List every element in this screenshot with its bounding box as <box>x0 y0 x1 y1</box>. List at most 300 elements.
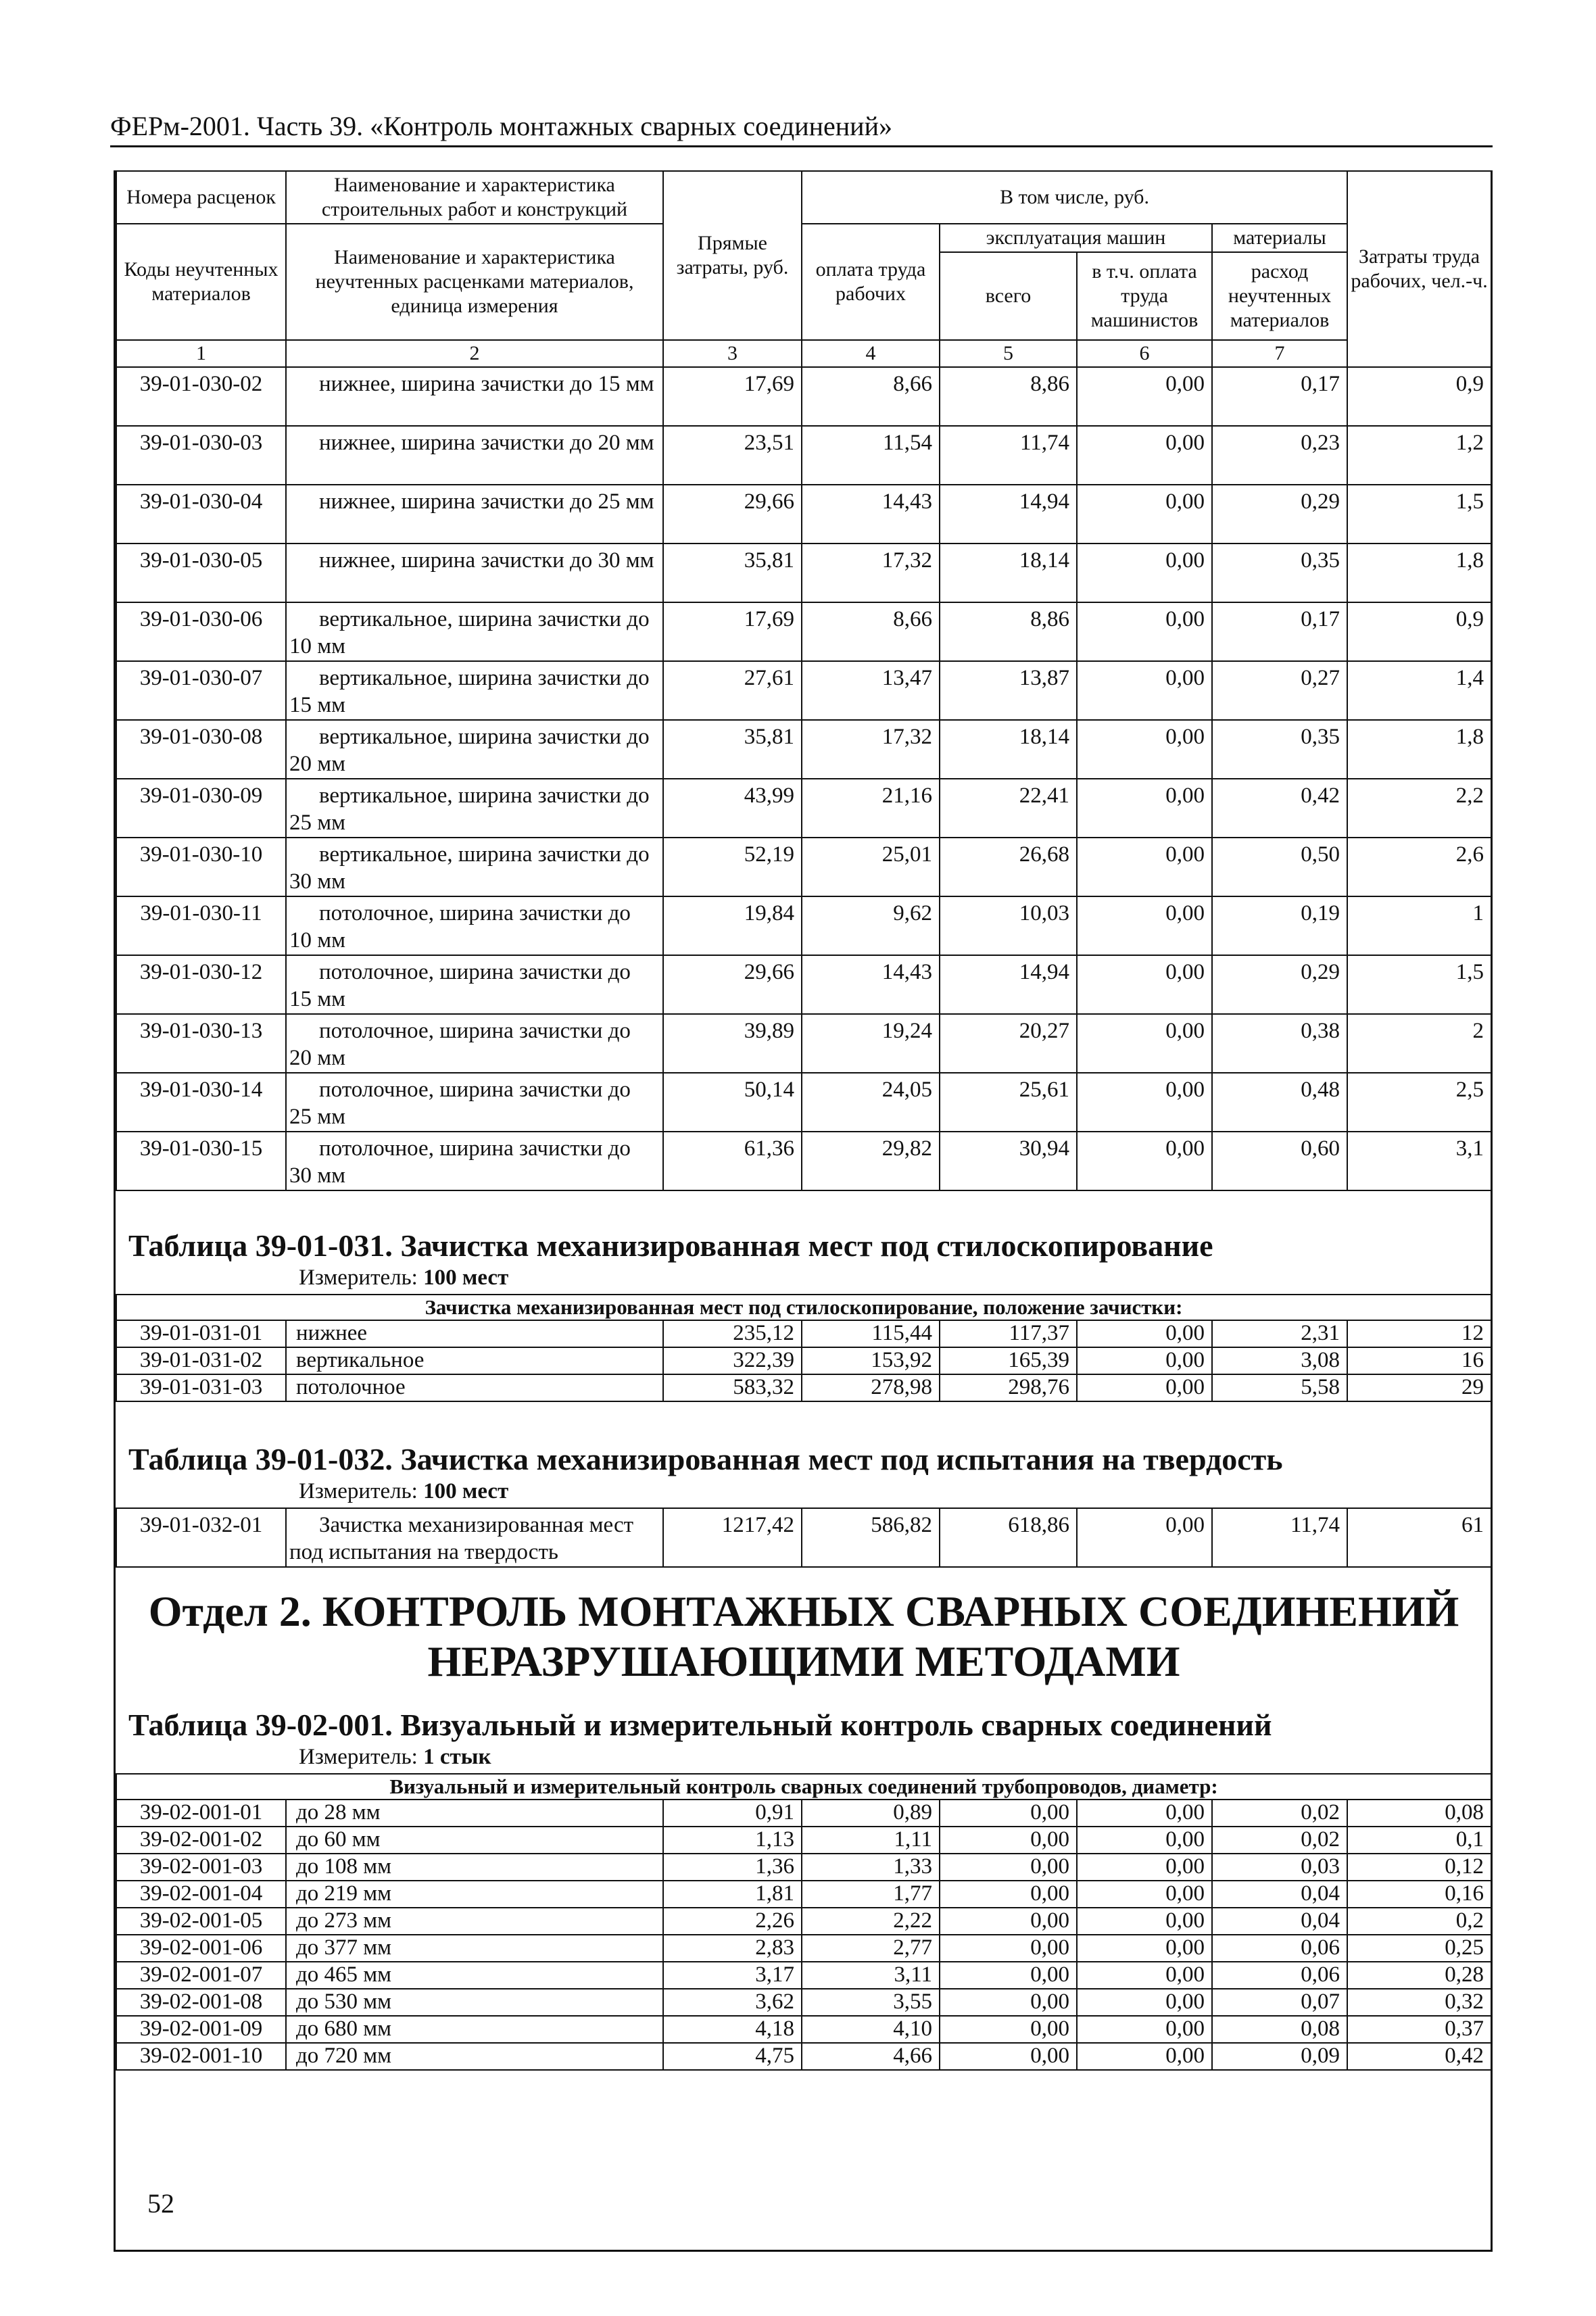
header-material-usage: расход неучтенных материалов <box>1212 252 1347 340</box>
material-usage: 0,42 <box>1212 779 1347 838</box>
direct-costs: 29,66 <box>663 955 802 1014</box>
table-row <box>116 1132 1491 1190</box>
machinist-wages: 0,00 <box>1077 661 1212 720</box>
labor-costs: 0,16 <box>1347 1881 1491 1908</box>
table-row <box>116 838 1491 896</box>
table-row <box>116 1800 1491 1827</box>
rate-code: 39-01-030-11 <box>116 896 286 955</box>
material-usage: 0,23 <box>1212 426 1347 485</box>
labor-costs: 2,6 <box>1347 838 1491 896</box>
table-row <box>116 1881 1491 1908</box>
worker-wages: 17,32 <box>802 720 940 779</box>
work-name: нижнее, ширина зачистки до 20 мм <box>286 426 663 485</box>
machine-total: 22,41 <box>940 779 1077 838</box>
rate-code: 39-01-030-03 <box>116 426 286 485</box>
table-row <box>116 1908 1491 1935</box>
table-row <box>116 1854 1491 1881</box>
work-name: потолочное, ширина зачистки до 30 мм <box>286 1132 663 1190</box>
worker-wages: 8,66 <box>802 367 940 426</box>
table-row <box>116 1508 1491 1567</box>
worker-wages: 9,62 <box>802 896 940 955</box>
table-row <box>116 1320 1491 1347</box>
material-usage: 0,02 <box>1212 1800 1347 1827</box>
work-name: вертикальное, ширина зачистки до 25 мм <box>286 779 663 838</box>
worker-wages: 11,54 <box>802 426 940 485</box>
table-201-subhead: Визуальный и измерительный контроль сварных соединений трубопроводов, диаметр: <box>116 1774 1491 1800</box>
machine-total: 20,27 <box>940 1014 1077 1073</box>
rate-code: 39-02-001-05 <box>116 1908 286 1935</box>
material-usage: 0,60 <box>1212 1132 1347 1190</box>
rates-table <box>116 170 1492 2071</box>
department-section <box>116 1567 1491 1800</box>
worker-wages: 3,55 <box>802 1989 940 2016</box>
header-code-top: Номера расценок <box>116 171 286 224</box>
work-name: до 720 мм <box>286 2043 663 2070</box>
material-usage: 0,48 <box>1212 1073 1347 1132</box>
work-name: нижнее <box>286 1320 663 1347</box>
table-030-body <box>116 367 1491 1190</box>
measure-label: Измеритель: <box>299 1745 418 1769</box>
work-name: до 273 мм <box>286 1908 663 1935</box>
table-row <box>116 1827 1491 1854</box>
rate-code: 39-02-001-09 <box>116 2016 286 2043</box>
direct-costs: 2,83 <box>663 1935 802 1962</box>
material-usage: 0,06 <box>1212 1962 1347 1989</box>
machine-total: 0,00 <box>940 2043 1077 2070</box>
machine-total: 298,76 <box>940 1374 1077 1401</box>
material-usage: 0,03 <box>1212 1854 1347 1881</box>
measure-value: 100 мест <box>423 1265 509 1290</box>
machine-total: 30,94 <box>940 1132 1077 1190</box>
measure-value: 1 стык <box>423 1745 491 1769</box>
machinist-wages: 0,00 <box>1077 1320 1212 1347</box>
work-name: потолочное, ширина зачистки до 25 мм <box>286 1073 663 1132</box>
machine-total: 0,00 <box>940 1962 1077 1989</box>
machinist-wages: 0,00 <box>1077 1854 1212 1881</box>
worker-wages: 25,01 <box>802 838 940 896</box>
machine-total: 14,94 <box>940 485 1077 544</box>
table-032-body <box>116 1508 1491 1567</box>
table-row <box>116 426 1491 485</box>
worker-wages: 115,44 <box>802 1320 940 1347</box>
table-row <box>116 367 1491 426</box>
table-row <box>116 779 1491 838</box>
labor-costs: 12 <box>1347 1320 1491 1347</box>
direct-costs: 235,12 <box>663 1320 802 1347</box>
work-name: до 108 мм <box>286 1854 663 1881</box>
machinist-wages: 0,00 <box>1077 2043 1212 2070</box>
header-including: В том числе, руб. <box>802 171 1347 224</box>
column-numbers <box>116 340 1491 367</box>
labor-costs: 1,8 <box>1347 544 1491 602</box>
worker-wages: 3,11 <box>802 1962 940 1989</box>
work-name: потолочное <box>286 1374 663 1401</box>
direct-costs: 1,36 <box>663 1854 802 1881</box>
header-machine-total: всего <box>940 252 1077 340</box>
worker-wages: 4,10 <box>802 2016 940 2043</box>
machine-total: 8,86 <box>940 602 1077 661</box>
work-name: до 377 мм <box>286 1935 663 1962</box>
material-usage: 0,08 <box>1212 2016 1347 2043</box>
labor-costs: 1,4 <box>1347 661 1491 720</box>
direct-costs: 39,89 <box>663 1014 802 1073</box>
material-usage: 0,07 <box>1212 1989 1347 2016</box>
direct-costs: 17,69 <box>663 367 802 426</box>
machinist-wages: 0,00 <box>1077 779 1212 838</box>
table-row <box>116 485 1491 544</box>
machine-total: 618,86 <box>940 1508 1077 1567</box>
direct-costs: 583,32 <box>663 1374 802 1401</box>
department-heading <box>116 1567 1491 1707</box>
material-usage: 0,27 <box>1212 661 1347 720</box>
material-usage: 0,35 <box>1212 544 1347 602</box>
labor-costs: 0,2 <box>1347 1908 1491 1935</box>
header-machinist-wages: в т.ч. оплата труда машинистов <box>1077 252 1212 340</box>
machinist-wages: 0,00 <box>1077 1374 1212 1401</box>
rate-code: 39-02-001-08 <box>116 1989 286 2016</box>
work-name: потолочное, ширина зачистки до 15 мм <box>286 955 663 1014</box>
material-usage: 0,29 <box>1212 955 1347 1014</box>
labor-costs: 0,1 <box>1347 1827 1491 1854</box>
labor-costs: 0,25 <box>1347 1935 1491 1962</box>
material-usage: 0,17 <box>1212 367 1347 426</box>
page-number: 52 <box>147 2188 174 2219</box>
work-name: вертикальное, ширина зачистки до 20 мм <box>286 720 663 779</box>
column-number: 1 <box>116 340 286 367</box>
machinist-wages: 0,00 <box>1077 1827 1212 1854</box>
labor-costs: 0,32 <box>1347 1989 1491 2016</box>
material-usage: 0,50 <box>1212 838 1347 896</box>
table-031-subhead: Зачистка механизированная мест под стилоскопирование, положение зачистки: <box>116 1295 1491 1320</box>
worker-wages: 1,33 <box>802 1854 940 1881</box>
table-row <box>116 2043 1491 2070</box>
work-name: Зачистка механизированная мест под испытания на твердость <box>286 1508 663 1567</box>
labor-costs: 0,42 <box>1347 2043 1491 2070</box>
work-name: нижнее, ширина зачистки до 15 мм <box>286 367 663 426</box>
page-header: ФЕРм-2001. Часть 39. «Контроль монтажных сварных соединений» <box>110 112 1493 147</box>
machine-total: 26,68 <box>940 838 1077 896</box>
work-name: вертикальное <box>286 1347 663 1374</box>
column-number: 2 <box>286 340 663 367</box>
table-031-measure <box>116 1264 1491 1295</box>
labor-costs: 1,2 <box>1347 426 1491 485</box>
direct-costs: 50,14 <box>663 1073 802 1132</box>
rate-code: 39-01-030-15 <box>116 1132 286 1190</box>
work-name: до 680 мм <box>286 2016 663 2043</box>
machinist-wages: 0,00 <box>1077 720 1212 779</box>
rate-code: 39-02-001-03 <box>116 1854 286 1881</box>
header-direct-costs: Прямые затраты, руб. <box>663 171 802 340</box>
direct-costs: 29,66 <box>663 485 802 544</box>
material-usage: 3,08 <box>1212 1347 1347 1374</box>
material-usage: 0,06 <box>1212 1935 1347 1962</box>
labor-costs: 3,1 <box>1347 1132 1491 1190</box>
machinist-wages: 0,00 <box>1077 367 1212 426</box>
rate-code: 39-01-030-13 <box>116 1014 286 1073</box>
work-name: потолочное, ширина зачистки до 10 мм <box>286 896 663 955</box>
table-row <box>116 1962 1491 1989</box>
document-frame <box>114 170 1493 2252</box>
table-row <box>116 2016 1491 2043</box>
labor-costs: 0,28 <box>1347 1962 1491 1989</box>
direct-costs: 61,36 <box>663 1132 802 1190</box>
labor-costs: 1,5 <box>1347 955 1491 1014</box>
direct-costs: 35,81 <box>663 544 802 602</box>
table-032-section <box>116 1401 1491 1508</box>
machinist-wages: 0,00 <box>1077 955 1212 1014</box>
column-number: 7 <box>1212 340 1347 367</box>
machine-total: 18,14 <box>940 544 1077 602</box>
rate-code: 39-01-030-09 <box>116 779 286 838</box>
direct-costs: 4,18 <box>663 2016 802 2043</box>
machine-total: 0,00 <box>940 1854 1077 1881</box>
rate-code: 39-02-001-10 <box>116 2043 286 2070</box>
direct-costs: 17,69 <box>663 602 802 661</box>
work-name: до 60 мм <box>286 1827 663 1854</box>
labor-costs: 2,2 <box>1347 779 1491 838</box>
rate-code: 39-01-030-02 <box>116 367 286 426</box>
machine-total: 14,94 <box>940 955 1077 1014</box>
column-number: 4 <box>802 340 940 367</box>
material-usage: 11,74 <box>1212 1508 1347 1567</box>
table-row <box>116 896 1491 955</box>
labor-costs: 1,8 <box>1347 720 1491 779</box>
table-031-title: Таблица 39-01-031. Зачистка механизированная мест под стилоскопирование <box>128 1228 1213 1263</box>
worker-wages: 8,66 <box>802 602 940 661</box>
rate-code: 39-01-030-07 <box>116 661 286 720</box>
column-number: 5 <box>940 340 1077 367</box>
labor-costs: 0,08 <box>1347 1800 1491 1827</box>
measure-value: 100 мест <box>423 1479 509 1503</box>
table-row <box>116 1935 1491 1962</box>
labor-costs: 1 <box>1347 896 1491 955</box>
material-usage: 0,19 <box>1212 896 1347 955</box>
work-name: до 219 мм <box>286 1881 663 1908</box>
worker-wages: 14,43 <box>802 485 940 544</box>
machine-total: 0,00 <box>940 1881 1077 1908</box>
worker-wages: 4,66 <box>802 2043 940 2070</box>
department-line-2: НЕРАЗРУШАЮЩИМИ МЕТОДАМИ <box>427 1637 1180 1685</box>
table-031-body <box>116 1320 1491 1401</box>
labor-costs: 0,9 <box>1347 602 1491 661</box>
worker-wages: 586,82 <box>802 1508 940 1567</box>
direct-costs: 3,17 <box>663 1962 802 1989</box>
table-row <box>116 544 1491 602</box>
material-usage: 0,04 <box>1212 1881 1347 1908</box>
direct-costs: 4,75 <box>663 2043 802 2070</box>
machinist-wages: 0,00 <box>1077 1881 1212 1908</box>
rate-code: 39-01-030-04 <box>116 485 286 544</box>
direct-costs: 0,91 <box>663 1800 802 1827</box>
machine-total: 11,74 <box>940 426 1077 485</box>
table-row <box>116 955 1491 1014</box>
worker-wages: 2,77 <box>802 1935 940 1962</box>
labor-costs: 1,5 <box>1347 485 1491 544</box>
worker-wages: 153,92 <box>802 1347 940 1374</box>
direct-costs: 23,51 <box>663 426 802 485</box>
machine-total: 13,87 <box>940 661 1077 720</box>
machinist-wages: 0,00 <box>1077 1132 1212 1190</box>
machine-total: 25,61 <box>940 1073 1077 1132</box>
table-032-title: Таблица 39-01-032. Зачистка механизированная мест под испытания на твердость <box>128 1442 1283 1476</box>
machinist-wages: 0,00 <box>1077 426 1212 485</box>
worker-wages: 19,24 <box>802 1014 940 1073</box>
header-machine-operation: эксплуатация машин <box>940 224 1212 252</box>
machine-total: 0,00 <box>940 1827 1077 1854</box>
machine-total: 0,00 <box>940 2016 1077 2043</box>
machinist-wages: 0,00 <box>1077 1347 1212 1374</box>
rate-code: 39-01-031-02 <box>116 1347 286 1374</box>
material-usage: 0,35 <box>1212 720 1347 779</box>
machine-total: 165,39 <box>940 1347 1077 1374</box>
column-number: 3 <box>663 340 802 367</box>
table-201-title: Таблица 39-02-001. Визуальный и измерительный контроль сварных соединений <box>128 1708 1272 1742</box>
rate-code: 39-01-030-08 <box>116 720 286 779</box>
worker-wages: 29,82 <box>802 1132 940 1190</box>
rate-code: 39-01-031-01 <box>116 1320 286 1347</box>
work-name: потолочное, ширина зачистки до 20 мм <box>286 1014 663 1073</box>
header-name-bottom: Наименование и характеристика неучтенных расценками материалов, единица измерения <box>286 224 663 340</box>
rate-code: 39-01-032-01 <box>116 1508 286 1567</box>
work-name: до 465 мм <box>286 1962 663 1989</box>
table-031-section <box>116 1190 1491 1320</box>
table-row <box>116 1073 1491 1132</box>
table-201-body <box>116 1800 1491 2070</box>
material-usage: 0,38 <box>1212 1014 1347 1073</box>
direct-costs: 1217,42 <box>663 1508 802 1567</box>
direct-costs: 2,26 <box>663 1908 802 1935</box>
worker-wages: 21,16 <box>802 779 940 838</box>
header-labor-costs: Затраты труда рабочих, чел.-ч. <box>1347 171 1491 367</box>
table-row <box>116 1014 1491 1073</box>
worker-wages: 14,43 <box>802 955 940 1014</box>
labor-costs: 16 <box>1347 1347 1491 1374</box>
machinist-wages: 0,00 <box>1077 1908 1212 1935</box>
rate-code: 39-02-001-04 <box>116 1881 286 1908</box>
machinist-wages: 0,00 <box>1077 896 1212 955</box>
work-name: вертикальное, ширина зачистки до 10 мм <box>286 602 663 661</box>
machine-total: 10,03 <box>940 896 1077 955</box>
measure-label: Измеритель: <box>299 1479 418 1503</box>
machine-total: 0,00 <box>940 1989 1077 2016</box>
worker-wages: 0,89 <box>802 1800 940 1827</box>
table-032-measure <box>116 1478 1491 1508</box>
column-number: 6 <box>1077 340 1212 367</box>
machinist-wages: 0,00 <box>1077 2016 1212 2043</box>
direct-costs: 52,19 <box>663 838 802 896</box>
worker-wages: 1,11 <box>802 1827 940 1854</box>
labor-costs: 61 <box>1347 1508 1491 1567</box>
material-usage: 0,02 <box>1212 1827 1347 1854</box>
table-header <box>116 171 1491 367</box>
labor-costs: 2,5 <box>1347 1073 1491 1132</box>
rate-code: 39-01-030-10 <box>116 838 286 896</box>
direct-costs: 43,99 <box>663 779 802 838</box>
rate-code: 39-02-001-01 <box>116 1800 286 1827</box>
rate-code: 39-02-001-07 <box>116 1962 286 1989</box>
work-name: вертикальное, ширина зачистки до 30 мм <box>286 838 663 896</box>
work-name: нижнее, ширина зачистки до 30 мм <box>286 544 663 602</box>
material-usage: 0,17 <box>1212 602 1347 661</box>
material-usage: 0,04 <box>1212 1908 1347 1935</box>
table-row <box>116 661 1491 720</box>
table-row <box>116 602 1491 661</box>
direct-costs: 19,84 <box>663 896 802 955</box>
direct-costs: 27,61 <box>663 661 802 720</box>
rate-code: 39-01-031-03 <box>116 1374 286 1401</box>
rate-code: 39-02-001-06 <box>116 1935 286 1962</box>
machinist-wages: 0,00 <box>1077 1935 1212 1962</box>
machinist-wages: 0,00 <box>1077 838 1212 896</box>
material-usage: 0,29 <box>1212 485 1347 544</box>
labor-costs: 29 <box>1347 1374 1491 1401</box>
machinist-wages: 0,00 <box>1077 602 1212 661</box>
labor-costs: 0,37 <box>1347 2016 1491 2043</box>
machinist-wages: 0,00 <box>1077 544 1212 602</box>
measure-label: Измеритель: <box>299 1265 418 1290</box>
header-materials: материалы <box>1212 224 1347 252</box>
machinist-wages: 0,00 <box>1077 1073 1212 1132</box>
machinist-wages: 0,00 <box>1077 1989 1212 2016</box>
material-usage: 2,31 <box>1212 1320 1347 1347</box>
direct-costs: 3,62 <box>663 1989 802 2016</box>
table-row <box>116 1374 1491 1401</box>
rate-code: 39-02-001-02 <box>116 1827 286 1854</box>
machinist-wages: 0,00 <box>1077 1508 1212 1567</box>
rate-code: 39-01-030-06 <box>116 602 286 661</box>
rate-code: 39-01-030-05 <box>116 544 286 602</box>
worker-wages: 2,22 <box>802 1908 940 1935</box>
direct-costs: 1,13 <box>663 1827 802 1854</box>
department-line-1: Отдел 2. КОНТРОЛЬ МОНТАЖНЫХ СВАРНЫХ СОЕДИНЕНИЙ <box>148 1587 1459 1635</box>
table-row <box>116 720 1491 779</box>
machinist-wages: 0,00 <box>1077 1962 1212 1989</box>
machinist-wages: 0,00 <box>1077 1800 1212 1827</box>
table-row <box>116 1989 1491 2016</box>
table-row <box>116 1347 1491 1374</box>
header-worker-wages: оплата труда рабочих <box>802 224 940 340</box>
machinist-wages: 0,00 <box>1077 1014 1212 1073</box>
machine-total: 0,00 <box>940 1908 1077 1935</box>
worker-wages: 24,05 <box>802 1073 940 1132</box>
machine-total: 18,14 <box>940 720 1077 779</box>
material-usage: 5,58 <box>1212 1374 1347 1401</box>
work-name: до 530 мм <box>286 1989 663 2016</box>
worker-wages: 13,47 <box>802 661 940 720</box>
rate-code: 39-01-030-14 <box>116 1073 286 1132</box>
worker-wages: 17,32 <box>802 544 940 602</box>
machine-total: 117,37 <box>940 1320 1077 1347</box>
table-201-measure <box>116 1743 1491 1774</box>
machine-total: 0,00 <box>940 1800 1077 1827</box>
worker-wages: 1,77 <box>802 1881 940 1908</box>
direct-costs: 1,81 <box>663 1881 802 1908</box>
work-name: вертикальное, ширина зачистки до 15 мм <box>286 661 663 720</box>
machine-total: 8,86 <box>940 367 1077 426</box>
work-name: до 28 мм <box>286 1800 663 1827</box>
machine-total: 0,00 <box>940 1935 1077 1962</box>
labor-costs: 2 <box>1347 1014 1491 1073</box>
material-usage: 0,09 <box>1212 2043 1347 2070</box>
direct-costs: 35,81 <box>663 720 802 779</box>
worker-wages: 278,98 <box>802 1374 940 1401</box>
header-name-top: Наименование и характеристика строительных работ и конструкций <box>286 171 663 224</box>
labor-costs: 0,9 <box>1347 367 1491 426</box>
machinist-wages: 0,00 <box>1077 485 1212 544</box>
direct-costs: 322,39 <box>663 1347 802 1374</box>
work-name: нижнее, ширина зачистки до 25 мм <box>286 485 663 544</box>
header-code-bottom: Коды неучтенных материалов <box>116 224 286 340</box>
